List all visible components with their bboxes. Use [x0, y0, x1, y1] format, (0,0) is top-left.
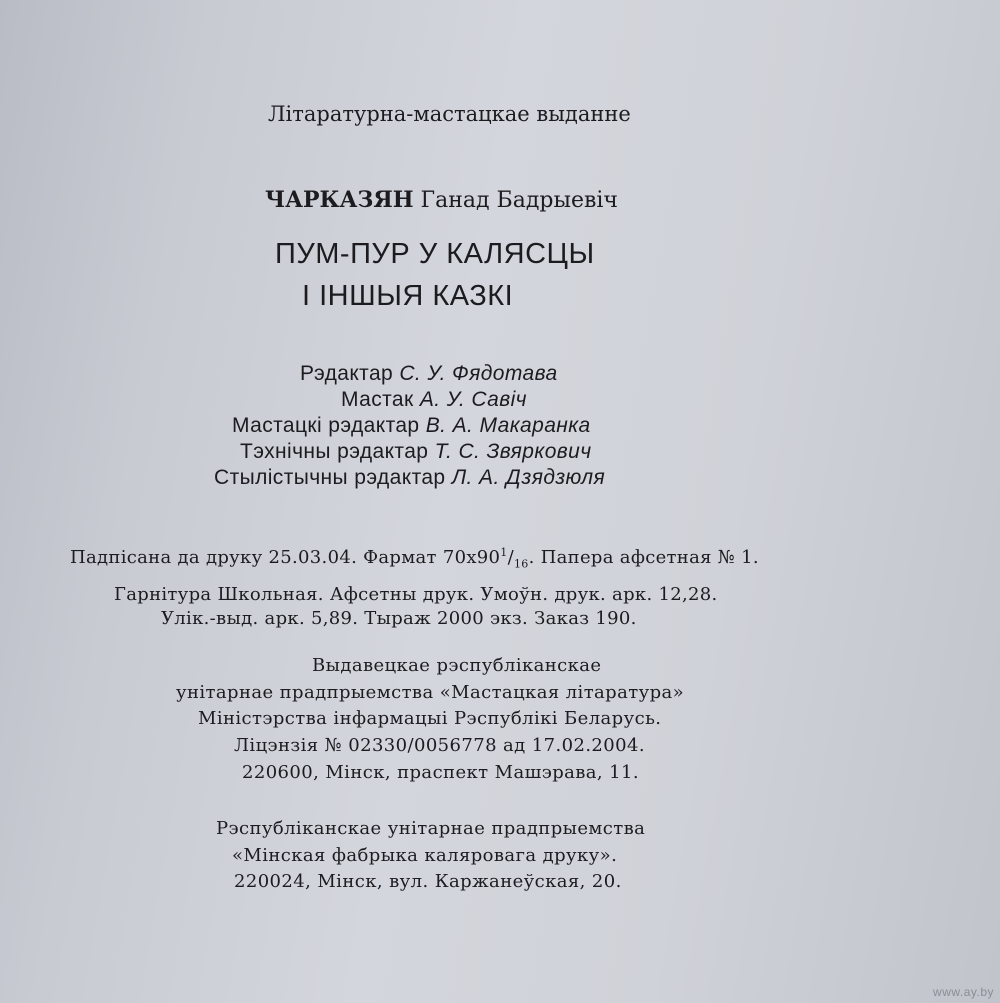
author-surname: ЧАРКАЗЯН: [265, 187, 414, 213]
printer-line-1: Рэспубліканскае унітарнае прадпрыемства: [216, 818, 646, 839]
credit-art-editor: [232, 414, 591, 438]
printer-line-2: «Мінская фабрыка каляровага друку».: [232, 845, 618, 866]
format-subscript: 16: [513, 557, 529, 571]
credit-name: А. У. Савіч: [419, 388, 527, 411]
credit-name: Т. С. Звяркович: [434, 440, 592, 463]
format-slash: /: [507, 547, 514, 568]
credit-role: Мастак: [341, 388, 414, 411]
credit-name: В. А. Макаранка: [425, 414, 591, 437]
credit-style-editor: [214, 466, 605, 490]
imprint-line-1: [70, 546, 759, 571]
credit-role: Стылістычны рэдактар: [214, 466, 446, 489]
imprint-line-2: Гарнітура Школьная. Афсетны друк. Умоўн. друк. арк. 12,28.: [114, 584, 718, 605]
book-title-line-1: ПУМ-ПУР У КАЛЯСЦЫ: [275, 238, 595, 270]
imprint-line-3: Улік.-выд. арк. 5,89. Тыраж 2000 экз. Заказ 190.: [161, 608, 637, 629]
watermark: www.ay.by: [933, 985, 994, 999]
credit-name: Л. А. Дзядзюля: [451, 466, 606, 489]
credit-role: Рэдактар: [300, 362, 394, 385]
publisher-line-2: унітарнае прадпрыемства «Мастацкая літаратура»: [176, 682, 685, 703]
credit-name: С. У. Фядотава: [399, 362, 558, 385]
credit-editor: [300, 362, 558, 386]
publisher-license: Ліцэнзія № 02330/0056778 ад 17.02.2004.: [234, 735, 645, 756]
author-given-name: Ганад Бадрыевіч: [420, 188, 618, 213]
format-superscript: 1: [500, 546, 508, 559]
genre-label: Літаратурна-мастацкае выданне: [268, 102, 631, 126]
credit-artist: [341, 388, 527, 412]
printer-address: 220024, Мінск, вул. Каржанеўская, 20.: [234, 871, 622, 892]
book-title-line-2: І ІНШЫЯ КАЗКІ: [302, 280, 514, 312]
publisher-line-3: Міністэрства інфармацыі Рэспублікі Беларусь.: [198, 708, 662, 729]
imprint-text: Падпісана да друку 25.03.04. Фармат 70х90: [70, 547, 501, 568]
publisher-address: 220600, Мінск, праспект Машэрава, 11.: [242, 762, 639, 783]
credit-role: Тэхнічны рэдактар: [240, 440, 429, 463]
credit-technical-editor: [240, 440, 591, 464]
credit-role: Мастацкі рэдактар: [232, 414, 420, 437]
author-line: [265, 187, 618, 213]
imprint-text: . Папера афсетная № 1.: [528, 547, 759, 568]
publisher-line-1: Выдавецкае рэспубліканскае: [312, 655, 602, 676]
